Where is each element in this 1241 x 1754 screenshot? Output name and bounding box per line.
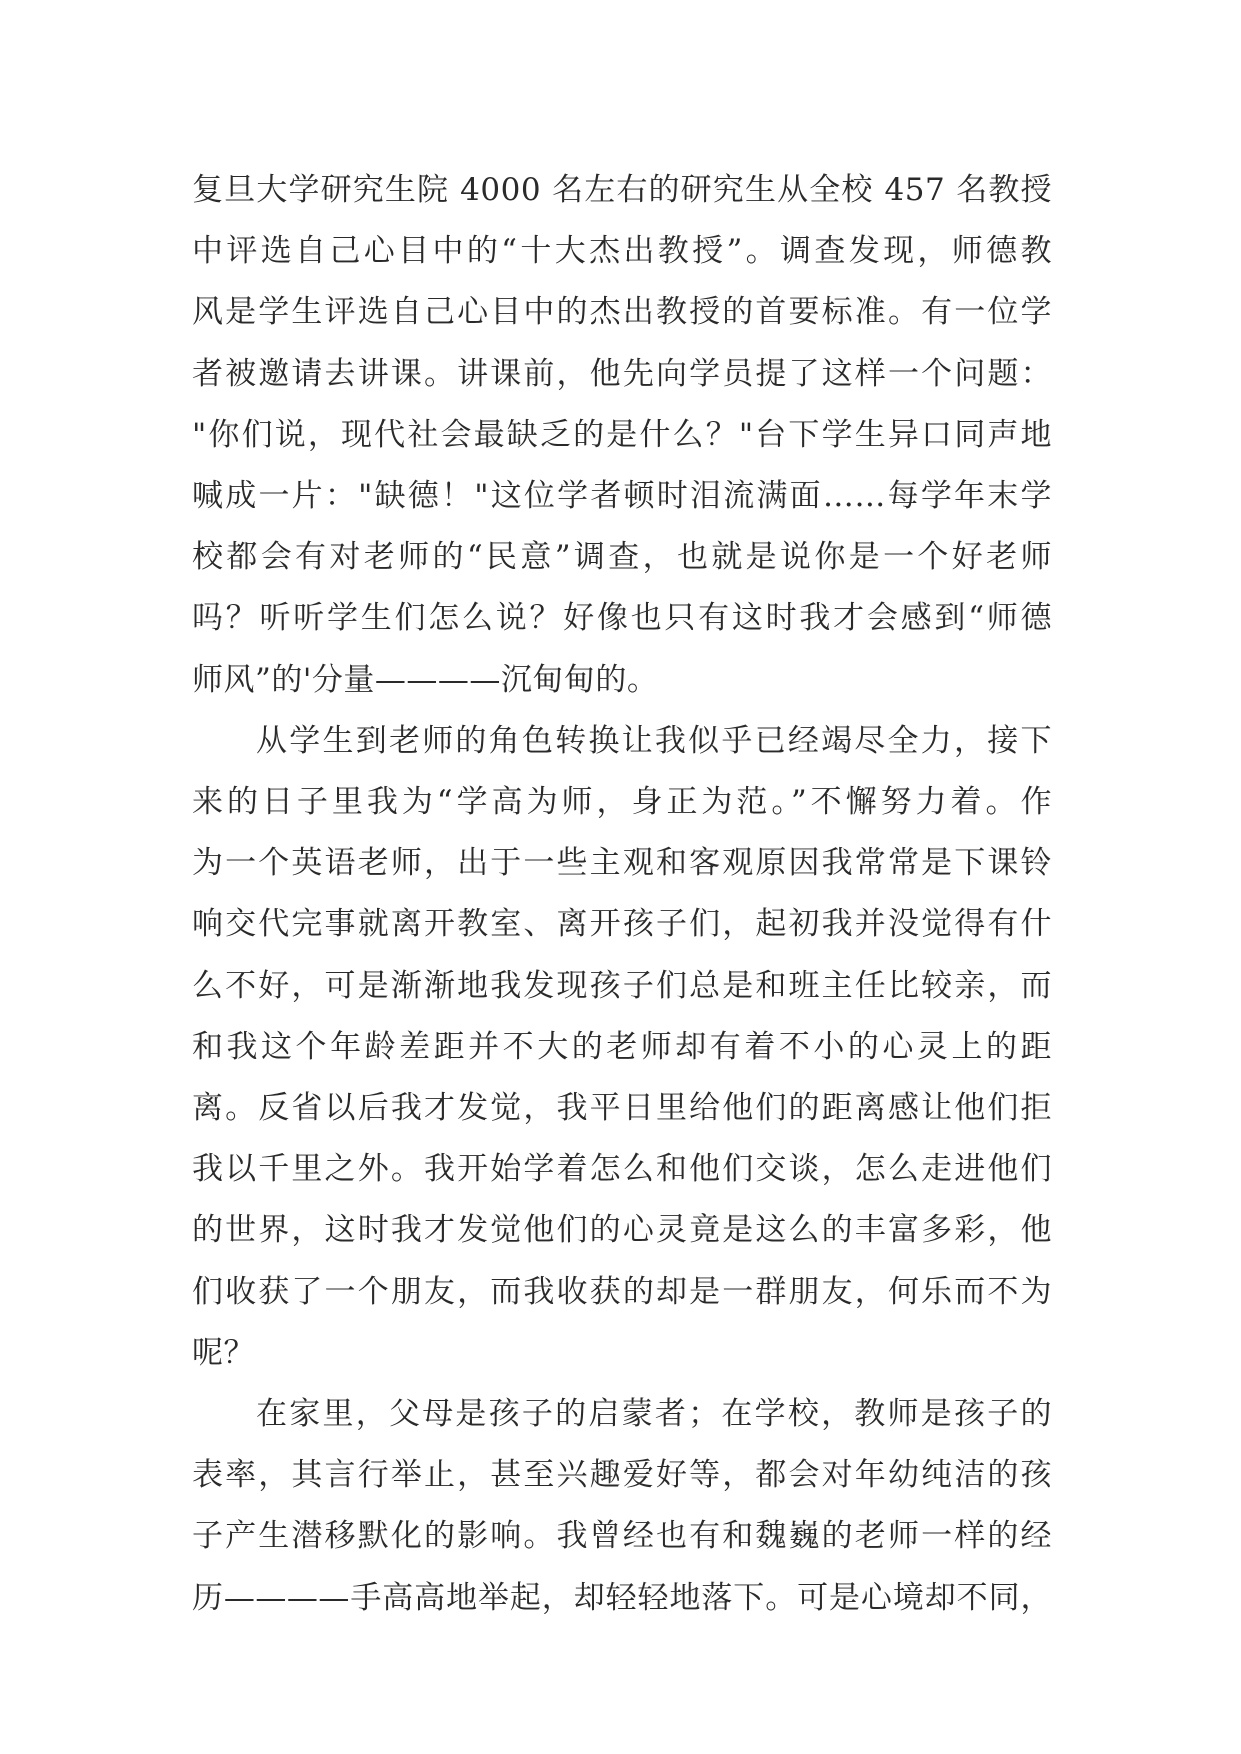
- text-line: "你们说，现代社会最缺乏的是什么？"台下学生异口同声地: [192, 416, 1052, 453]
- text-line: 中评选自己心目中的“十大杰出教授”。调查发现，师德教: [192, 233, 1052, 270]
- text-line: 师风”的'分量————沉甸甸的。: [192, 661, 659, 698]
- text-line: 者被邀请去讲课。讲课前，他先向学员提了这样一个问题：: [192, 355, 1052, 392]
- text-line: 校都会有对老师的“民意”调查，也就是说你是一个好老师: [192, 539, 1052, 576]
- text-line: 复旦大学研究生院 4000 名左右的研究生从全校 457 名教授: [192, 172, 1052, 208]
- text-line: 在家里，父母是孩子的启蒙者；在学校，教师是孩子的: [256, 1396, 1052, 1433]
- body-text: [192, 160, 1052, 1629]
- text-line: 子产生潜移默化的影响。我曾经也有和魏巍的老师一样的经: [192, 1518, 1052, 1555]
- text-line: 和我这个年龄差距并不大的老师却有着不小的心灵上的距: [192, 1028, 1052, 1065]
- text-line: 么不好，可是渐渐地我发现孩子们总是和班主任比较亲，而: [192, 967, 1052, 1004]
- text-line: 离。反省以后我才发觉，我平日里给他们的距离感让他们拒: [192, 1090, 1052, 1127]
- text-line: 响交代完事就离开教室、离开孩子们，起初我并没觉得有什: [192, 906, 1052, 943]
- text-line: 风是学生评选自己心目中的杰出教授的首要标准。有一位学: [192, 294, 1052, 331]
- text-line: 喊成一片："缺德！"这位学者顿时泪流满面……每学年末学: [192, 478, 1052, 515]
- text-line: 为一个英语老师，出于一些主观和客观原因我常常是下课铃: [192, 845, 1052, 882]
- text-line: 来的日子里我为“学高为师，身正为范。”不懈努力着。作: [192, 784, 1052, 821]
- text-line: 呢？: [192, 1334, 255, 1371]
- text-line: 表率，其言行举止，甚至兴趣爱好等，都会对年幼纯洁的孩: [192, 1457, 1052, 1494]
- text-line: 们收获了一个朋友，而我收获的却是一群朋友，何乐而不为: [192, 1273, 1052, 1310]
- text-line: 历————手高高地举起，却轻轻地落下。可是心境却不同，: [192, 1579, 1052, 1616]
- text-line: 从学生到老师的角色转换让我似乎已经竭尽全力，接下: [256, 722, 1052, 759]
- text-line: 吗？听听学生们怎么说？好像也只有这时我才会感到“师德: [192, 600, 1052, 637]
- paragraph-2: [192, 711, 1052, 1384]
- text-line: 的世界，这时我才发觉他们的心灵竟是这么的丰富多彩，他: [192, 1212, 1052, 1249]
- text-line: 我以千里之外。我开始学着怎么和他们交谈，怎么走进他们: [192, 1151, 1052, 1188]
- paragraph-3: [192, 1384, 1052, 1629]
- paragraph-1: [192, 160, 1052, 711]
